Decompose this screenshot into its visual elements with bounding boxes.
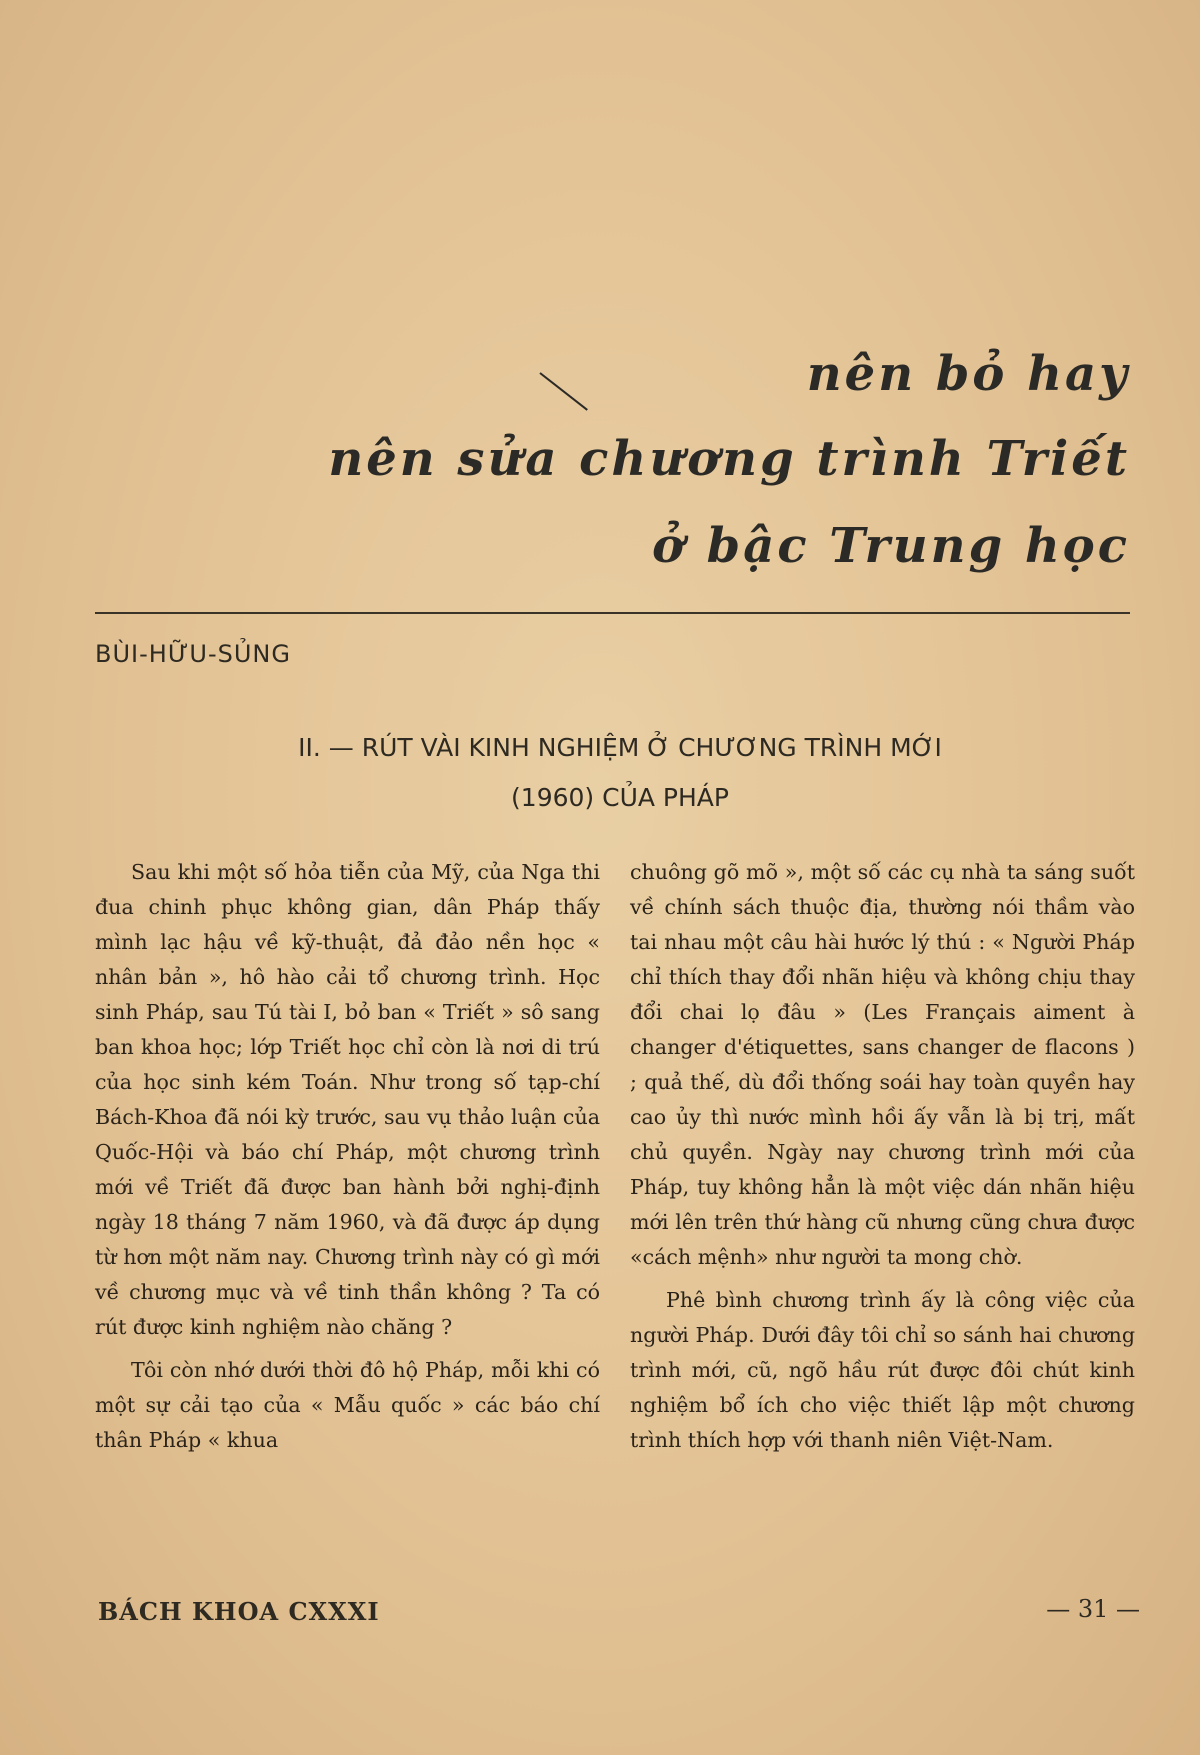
paragraph: Tôi còn nhớ dưới thời đô hộ Pháp, mỗi khi có một sự cải tạo của « Mẫu quốc » các báo chí thân Pháp « khua <box>95 1358 600 1452</box>
section-heading-line-1: II. — RÚT VÀI KINH NGHIỆM Ở CHƯƠNG TRÌNH MỚI <box>298 733 942 762</box>
title-line-3: ở bậc Trung học <box>651 518 1130 574</box>
title-divider <box>95 612 1130 614</box>
publication-name: BÁCH KHOA CXXXI <box>98 1597 380 1626</box>
left-column <box>95 855 600 1466</box>
pen-mark <box>539 372 588 411</box>
page-number: — 31 — <box>1046 1595 1140 1623</box>
title-line-1: nên bỏ hay <box>806 346 1130 402</box>
paragraph: Sau khi một số hỏa tiễn của Mỹ, của Nga thi đua chinh phục không gian, dân Pháp thấy mình lạc hậu về kỹ-thuật, đả đảo nền học « nhân bản », hô hào cải tổ chương trình. Học sinh Pháp, sau Tú tài I, bỏ ban « Triết » sô sang ban khoa học; lớp Triết học chỉ còn là nơi di trú của học sinh kém Toán. Như trong số tạp-chí Bách-Khoa đã nói kỳ trước, sau vụ thảo luận của Quốc-Hội và báo chí Pháp, một chương trình mới về Triết đã được ban hành bởi nghị-định ngày 18 tháng 7 năm 1960, và đã được áp dụng từ hơn một năm nay. Chương trình này có gì mới về chương mục và về tinh thần không ? Ta có rút được kinh nghiệm nào chăng ? <box>95 860 600 1339</box>
paragraph: chuông gõ mõ », một số các cụ nhà ta sáng suốt về chính sách thuộc địa, thường nói thầm vào tai nhau một câu hài hước lý thú : « Người Pháp chỉ thích thay đổi nhãn hiệu và không chịu thay đổi chai lọ đâu » (Les Français aiment à changer d'étiquettes, sans changer de flacons ) ; quả thế, dù đổi thống soái hay toàn quyền hay cao ủy thì nước mình hồi ấy vẫn là bị trị, mất chủ quyền. Ngày nay chương trình mới của Pháp, tuy không hẳn là một việc dán nhãn hiệu mới lên trên thứ hàng cũ nhưng cũng chưa được «cách mệnh» như người ta mong chờ. <box>630 860 1135 1269</box>
right-column <box>630 855 1135 1466</box>
section-heading-line-2: (1960) CỦA PHÁP <box>511 783 729 812</box>
title-line-2: nên sửa chương trình Triết <box>328 431 1130 487</box>
paragraph: Phê bình chương trình ấy là công việc của người Pháp. Dưới đây tôi chỉ so sánh hai chương trình mới, cũ, ngõ hầu rút được đôi chút kinh nghiệm bổ ích cho việc thiết lập một chương trình thích hợp với thanh niên Việt-Nam. <box>630 1288 1135 1452</box>
author-name: BÙI-HỮU-SỦNG <box>95 640 291 668</box>
